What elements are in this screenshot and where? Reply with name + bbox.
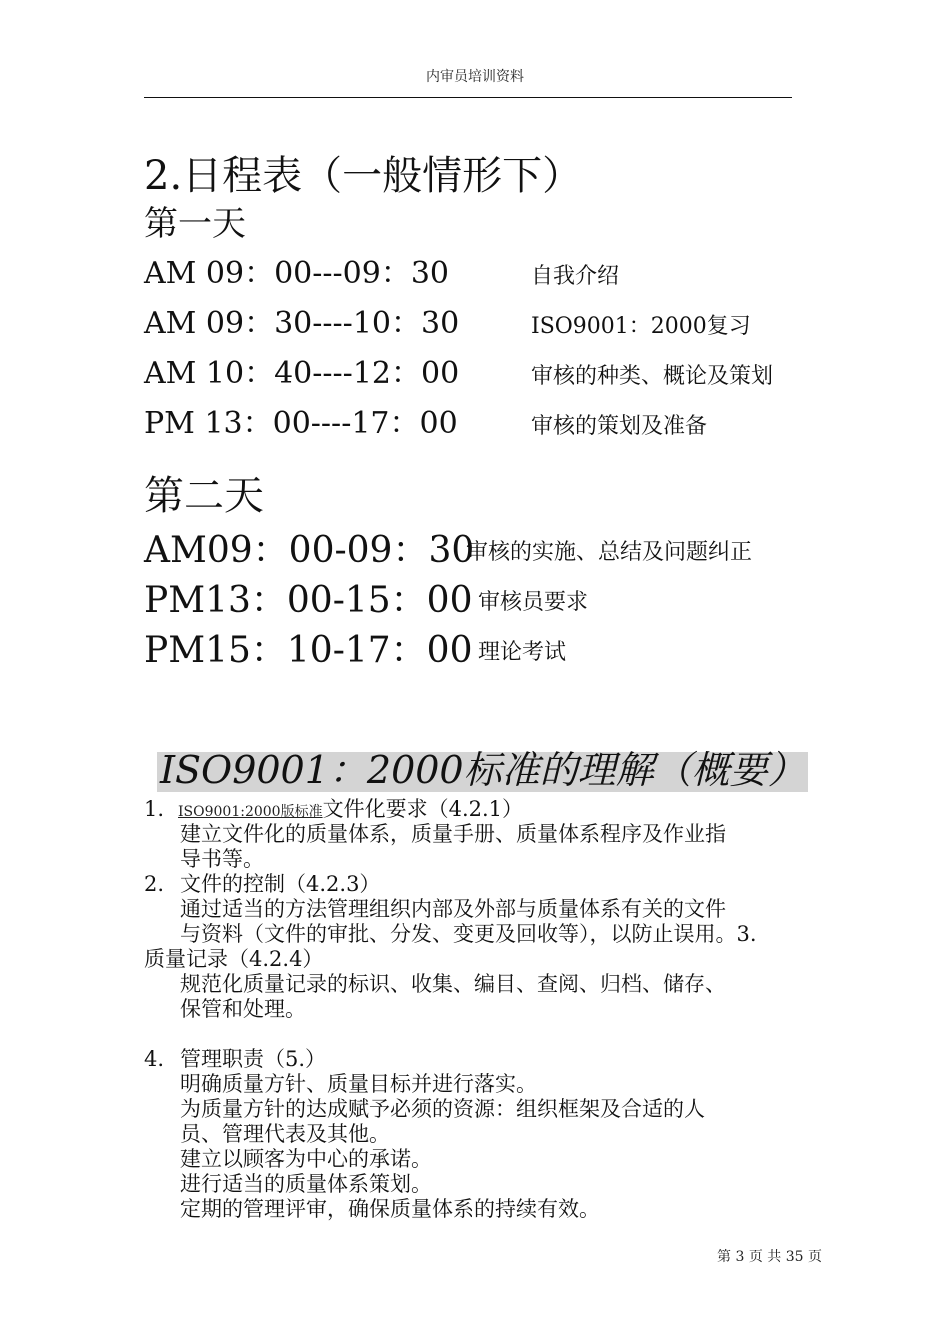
item4-heading: 管理职责（5.） bbox=[180, 1047, 327, 1071]
item4-line: 定期的管理评审，确保质量体系的持续有效。 bbox=[180, 1197, 600, 1221]
day2-row-activity: 理论考试 bbox=[478, 640, 567, 665]
item2-heading: 文件的控制（4.2.3） bbox=[180, 872, 381, 896]
day1-title: 第一天 bbox=[144, 204, 246, 244]
item2-line: 通过适当的方法管理组织内部及外部与质量体系有关的文件 bbox=[180, 897, 726, 921]
item4-line: 员、管理代表及其他。 bbox=[180, 1122, 390, 1146]
page-number: 第 3 页 共 35 页 bbox=[717, 1249, 822, 1265]
day1-row-time: PM 13：00----17：00 bbox=[144, 406, 458, 441]
day1-row-time: AM 09：30----10：30 bbox=[144, 306, 460, 341]
item1-line: 导书等。 bbox=[180, 847, 264, 871]
item1-number: 1. bbox=[144, 797, 165, 821]
item4-line: 明确质量方针、质量目标并进行落实。 bbox=[180, 1072, 537, 1096]
day1-row-activity: 自我介绍 bbox=[531, 264, 620, 289]
iso-standard-link[interactable]: ISO9001:2000版标准 bbox=[178, 804, 323, 820]
day1-row-activity: ISO9001：2000复习 bbox=[531, 314, 751, 339]
schedule-title: 2.日程表（一般情形下） bbox=[144, 153, 583, 199]
item4-line: 为质量方针的达成赋予必须的资源：组织框架及合适的人 bbox=[180, 1097, 705, 1121]
day2-row-time: AM09：00-09：30 bbox=[144, 530, 475, 571]
item1-heading bbox=[178, 797, 523, 825]
item4-line: 建立以顾客为中心的承诺。 bbox=[180, 1147, 432, 1171]
day1-row-activity: 审核的策划及准备 bbox=[531, 414, 708, 439]
item2-line: 与资料（文件的审批、分发、变更及回收等），以防止误用。3. bbox=[180, 922, 757, 946]
item4-line: 进行适当的质量体系策划。 bbox=[180, 1172, 432, 1196]
item3-line: 保管和处理。 bbox=[180, 997, 306, 1021]
day1-row-time: AM 09：00---09：30 bbox=[144, 256, 450, 291]
day2-title: 第二天 bbox=[144, 473, 264, 519]
item3-line: 规范化质量记录的标识、收集、编目、查阅、归档、储存、 bbox=[180, 972, 726, 996]
day2-row-activity: 审核员要求 bbox=[478, 590, 589, 615]
item1-line: 建立文件化的质量体系，质量手册、质量体系程序及作业指 bbox=[180, 822, 726, 846]
day2-row-time: PM15：10-17：00 bbox=[144, 630, 473, 671]
item2-number: 2. bbox=[144, 872, 165, 896]
day1-row-time: AM 10：40----12：00 bbox=[144, 356, 460, 391]
item3-heading: 质量记录（4.2.4） bbox=[144, 947, 324, 971]
item4-number: 4. bbox=[144, 1047, 165, 1071]
day1-row-activity: 审核的种类、概论及策划 bbox=[531, 364, 774, 389]
page-header: 内审员培训资料 bbox=[426, 69, 524, 85]
iso-section-title: ISO9001：2000标准的理解（概要） bbox=[160, 748, 806, 792]
day2-row-time: PM13：00-15：00 bbox=[144, 580, 473, 621]
header-divider bbox=[144, 97, 792, 98]
day2-row-activity: 审核的实施、总结及问题纠正 bbox=[466, 540, 753, 565]
item1-heading-text: 文件化要求（4.2.1） bbox=[322, 797, 524, 821]
